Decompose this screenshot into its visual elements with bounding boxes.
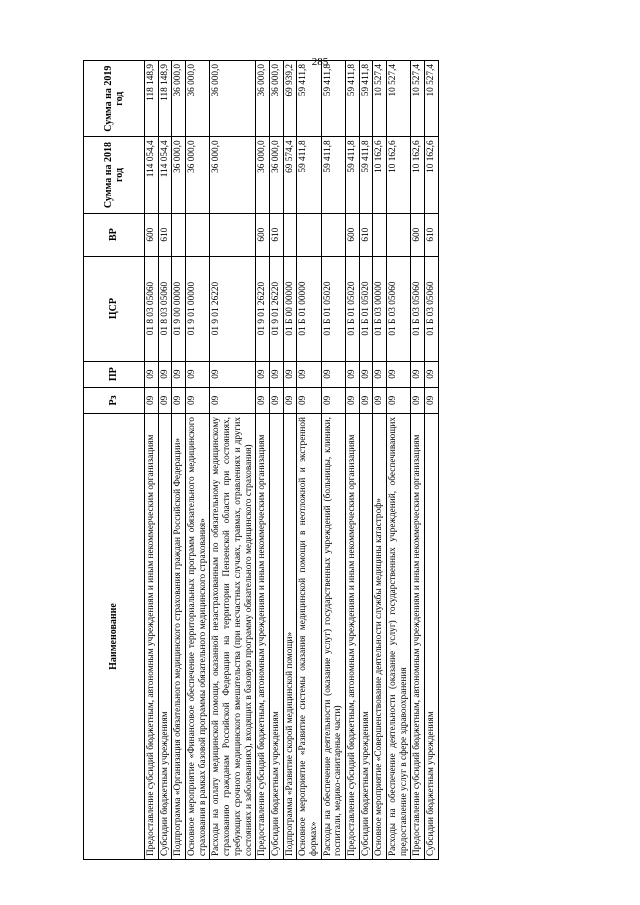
- row-rz-cell: 09: [359, 387, 373, 413]
- row-sum-2018-cell: 10 162,6: [387, 137, 411, 213]
- row-sum-2018-cell: 114 054,4: [158, 137, 172, 213]
- row-rz-cell: 09: [297, 387, 321, 413]
- row-csr-cell: 01 9 00 00000: [172, 256, 186, 361]
- row-rz-cell: 09: [158, 387, 172, 413]
- row-vr-cell: [186, 213, 210, 256]
- row-pr-cell: 09: [269, 361, 283, 387]
- row-name-cell: Расходы на обеспечение деятельности (оказание услуг) государственных учреждений (больницы, клиники, госпитали, медико-санитарные части): [321, 414, 345, 860]
- row-vr-cell: [283, 213, 297, 256]
- table-body: [145, 61, 439, 860]
- row-vr-cell: 610: [359, 213, 373, 256]
- row-sum-2018-cell: 59 411,8: [346, 137, 360, 213]
- row-csr-cell: 01 Б 01 05020: [346, 256, 360, 361]
- row-name-cell: Основное мероприятие «Совершенствование деятельности службы медицины катастроф»: [373, 414, 387, 860]
- row-sum-2018-cell: 10 162,6: [425, 137, 439, 213]
- row-name-cell: Подпрограмма «Организация обязательного медицинского страхования граждан Российской Федерации»: [172, 414, 186, 860]
- header-csr: ЦСР: [84, 256, 145, 361]
- row-vr-cell: [387, 213, 411, 256]
- row-name-cell: Предоставление субсидий бюджетным, автономным учреждениям и иным некоммерческим организациям: [256, 414, 270, 860]
- row-rz-cell: 09: [425, 387, 439, 413]
- row-sum-2019-cell: 10 527,4: [387, 61, 411, 137]
- table-row: [283, 61, 297, 860]
- row-rz-cell: 09: [172, 387, 186, 413]
- row-sum-2019-cell: 59 411,8: [359, 61, 373, 137]
- table-row: [145, 61, 159, 860]
- row-name-cell: Основное мероприятие «Развитие системы оказания медицинской помощи в неотложной и экстренной формах»: [297, 414, 321, 860]
- row-sum-2019-cell: 36 000,0: [186, 61, 210, 137]
- row-pr-cell: 09: [256, 361, 270, 387]
- row-vr-cell: 610: [269, 213, 283, 256]
- row-csr-cell: 01 Б 03 05060: [387, 256, 411, 361]
- row-rz-cell: 09: [269, 387, 283, 413]
- row-sum-2019-cell: 10 527,4: [411, 61, 425, 137]
- row-csr-cell: 01 8 03 05060: [158, 256, 172, 361]
- row-vr-cell: [210, 213, 256, 256]
- row-rz-cell: 09: [145, 387, 159, 413]
- row-name-cell: Основное мероприятие «Финансовое обеспечение территориальных программ обязательного медицинского страхования в рамках базовой программы обязательного медицинского страхования»: [186, 414, 210, 860]
- row-sum-2018-cell: 59 411,8: [321, 137, 345, 213]
- row-name-cell: Предоставление субсидий бюджетным, автономным учреждениям и иным некоммерческим организациям: [411, 414, 425, 860]
- row-csr-cell: 01 Б 03 00000: [373, 256, 387, 361]
- row-sum-2019-cell: 36 000,0: [210, 61, 256, 137]
- row-sum-2019-cell: 69 939,2: [283, 61, 297, 137]
- row-sum-2018-cell: 59 411,8: [297, 137, 321, 213]
- header-name: Наименование: [84, 414, 145, 860]
- table-row: [269, 61, 283, 860]
- row-pr-cell: 09: [172, 361, 186, 387]
- row-name-cell: Расходы на оплату медицинской помощи, оказанной незастрахованным по обязательному медицинскому страхованию гражданам Российской Федерации на территории Пензенской области при состояниях, требующих срочного медицинского вмешательства (при несчастных случаях, травмах, отравлениях и других состояниях и заболеваниях), входящих в базовую программу обязательного медицинского страхования): [210, 414, 256, 860]
- row-vr-cell: 610: [158, 213, 172, 256]
- row-sum-2018-cell: 36 000,0: [256, 137, 270, 213]
- row-vr-cell: [321, 213, 345, 256]
- row-rz-cell: 09: [373, 387, 387, 413]
- header-sum-2018: Сумма на 2018 год: [84, 137, 145, 213]
- row-sum-2018-cell: 69 574,4: [283, 137, 297, 213]
- row-sum-2019-cell: 59 411,8: [346, 61, 360, 137]
- table-row: [297, 61, 321, 860]
- row-csr-cell: 01 8 03 05060: [145, 256, 159, 361]
- row-sum-2019-cell: 118 148,9: [145, 61, 159, 137]
- row-rz-cell: 09: [256, 387, 270, 413]
- table-row: [411, 61, 425, 860]
- row-pr-cell: 09: [145, 361, 159, 387]
- row-name-cell: Предоставление субсидий бюджетным, автономным учреждениям и иным некоммерческим организациям: [145, 414, 159, 860]
- table-row: [186, 61, 210, 860]
- budget-table: [83, 60, 439, 860]
- row-sum-2019-cell: 59 411,8: [321, 61, 345, 137]
- table-row: [321, 61, 345, 860]
- row-csr-cell: 01 9 01 26220: [210, 256, 256, 361]
- row-csr-cell: 01 9 01 00000: [186, 256, 210, 361]
- row-sum-2018-cell: 36 000,0: [269, 137, 283, 213]
- header-rz: Рз: [84, 387, 145, 413]
- row-name-cell: Субсидии бюджетным учреждениям: [359, 414, 373, 860]
- table-header-row: [84, 61, 145, 860]
- header-sum-2019: Сумма на 2019 год: [84, 61, 145, 137]
- row-pr-cell: 09: [373, 361, 387, 387]
- row-pr-cell: 09: [359, 361, 373, 387]
- row-name-cell: Субсидии бюджетным учреждениям: [269, 414, 283, 860]
- row-sum-2018-cell: 36 000,0: [186, 137, 210, 213]
- row-vr-cell: 610: [425, 213, 439, 256]
- row-csr-cell: 01 9 01 26220: [269, 256, 283, 361]
- row-sum-2019-cell: 36 000,0: [269, 61, 283, 137]
- table-row: [172, 61, 186, 860]
- row-sum-2018-cell: 10 162,6: [373, 137, 387, 213]
- row-sum-2019-cell: 10 527,4: [373, 61, 387, 137]
- row-rz-cell: 09: [387, 387, 411, 413]
- row-pr-cell: 09: [346, 361, 360, 387]
- row-vr-cell: 600: [411, 213, 425, 256]
- header-vr: ВР: [84, 213, 145, 256]
- table-row: [373, 61, 387, 860]
- row-csr-cell: 01 Б 01 05020: [321, 256, 345, 361]
- row-rz-cell: 09: [321, 387, 345, 413]
- table-row: [425, 61, 439, 860]
- row-rz-cell: 09: [210, 387, 256, 413]
- rotated-page-content: [83, 60, 559, 860]
- row-pr-cell: 09: [425, 361, 439, 387]
- row-rz-cell: 09: [411, 387, 425, 413]
- table-row: [346, 61, 360, 860]
- row-csr-cell: 01 Б 03 05060: [425, 256, 439, 361]
- row-pr-cell: 09: [387, 361, 411, 387]
- row-pr-cell: 09: [186, 361, 210, 387]
- row-pr-cell: 09: [283, 361, 297, 387]
- row-vr-cell: [172, 213, 186, 256]
- table-row: [387, 61, 411, 860]
- table-row: [256, 61, 270, 860]
- row-pr-cell: 09: [411, 361, 425, 387]
- row-pr-cell: 09: [297, 361, 321, 387]
- row-pr-cell: 09: [321, 361, 345, 387]
- row-sum-2018-cell: 10 162,6: [411, 137, 425, 213]
- row-rz-cell: 09: [346, 387, 360, 413]
- row-pr-cell: 09: [210, 361, 256, 387]
- row-vr-cell: [297, 213, 321, 256]
- row-sum-2019-cell: 59 411,8: [297, 61, 321, 137]
- page-number: 285: [311, 56, 329, 68]
- row-name-cell: Предоставление субсидий бюджетным, автономным учреждениям и иным некоммерческим организациям: [346, 414, 360, 860]
- table-row: [158, 61, 172, 860]
- row-pr-cell: 09: [158, 361, 172, 387]
- row-sum-2018-cell: 114 054,4: [145, 137, 159, 213]
- row-sum-2019-cell: 36 000,0: [172, 61, 186, 137]
- row-csr-cell: 01 Б 03 05060: [411, 256, 425, 361]
- row-sum-2019-cell: 118 148,9: [158, 61, 172, 137]
- row-csr-cell: 01 Б 01 00000: [297, 256, 321, 361]
- row-rz-cell: 09: [283, 387, 297, 413]
- row-name-cell: Субсидии бюджетным учреждениям: [425, 414, 439, 860]
- row-vr-cell: 600: [256, 213, 270, 256]
- row-vr-cell: 600: [346, 213, 360, 256]
- row-name-cell: Подпрограмма «Развитие скорой медицинской помощи»: [283, 414, 297, 860]
- row-csr-cell: 01 Б 01 05020: [359, 256, 373, 361]
- table-row: [359, 61, 373, 860]
- row-sum-2018-cell: 36 000,0: [172, 137, 186, 213]
- row-csr-cell: 01 9 01 26220: [256, 256, 270, 361]
- table-row: [210, 61, 256, 860]
- row-sum-2018-cell: 59 411,8: [359, 137, 373, 213]
- row-sum-2019-cell: 10 527,4: [425, 61, 439, 137]
- row-csr-cell: 01 Б 00 00000: [283, 256, 297, 361]
- row-rz-cell: 09: [186, 387, 210, 413]
- row-vr-cell: 600: [145, 213, 159, 256]
- row-name-cell: Расходы на обеспечение деятельности (оказание услуг) государственных учреждений, обеспечивающих предоставление услуг в сфере здравоохранения: [387, 414, 411, 860]
- header-pr: ПР: [84, 361, 145, 387]
- row-sum-2018-cell: 36 000,0: [210, 137, 256, 213]
- row-sum-2019-cell: 36 000,0: [256, 61, 270, 137]
- row-vr-cell: [373, 213, 387, 256]
- row-name-cell: Субсидии бюджетным учреждениям: [158, 414, 172, 860]
